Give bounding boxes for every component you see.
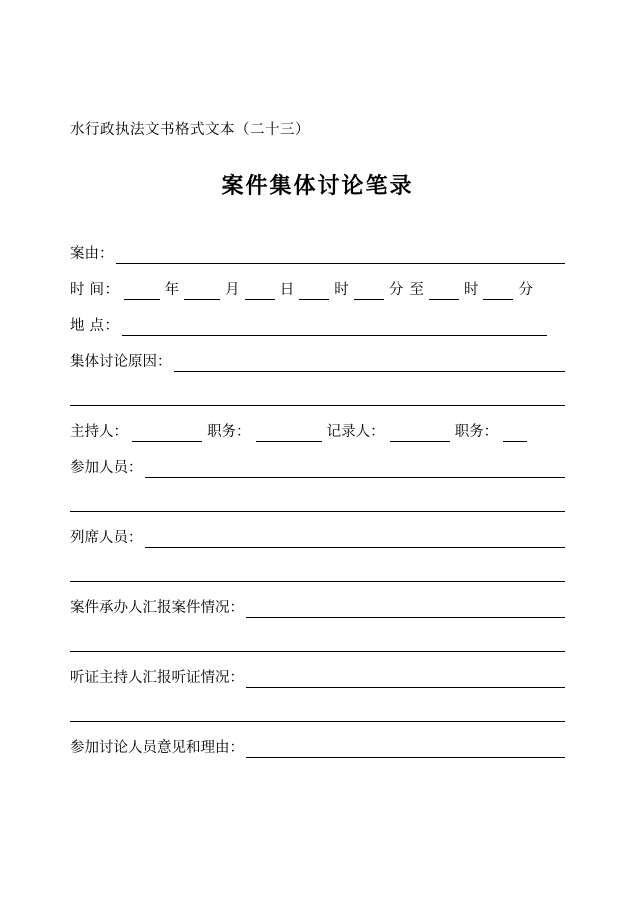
field-recorder-duty-blank[interactable]	[503, 424, 527, 442]
field-case-reason	[70, 244, 565, 264]
field-place-label: 地 点：	[70, 318, 120, 334]
field-time-year-unit: 年	[164, 282, 180, 298]
field-time	[70, 280, 565, 300]
field-discussion-reason-blank-line2[interactable]	[70, 388, 565, 406]
field-host-blank[interactable]	[132, 424, 202, 442]
field-time-hour-unit: 时	[334, 282, 349, 298]
field-time-minute-unit: 分	[388, 282, 404, 298]
field-opinions-label: 参加讨论人员意见和理由：	[70, 740, 244, 756]
field-attendees	[70, 528, 565, 548]
form-code-note: 水行政执法文书格式文本（二十三）	[70, 122, 310, 138]
field-time-minute2-blank[interactable]	[483, 282, 513, 300]
field-hearing-host-report-blank[interactable]	[246, 670, 565, 688]
field-place-blank[interactable]	[122, 318, 547, 336]
field-time-day-unit: 日	[279, 282, 295, 298]
field-attendees-label: 列席人员：	[70, 530, 143, 546]
field-case-officer-report-blank[interactable]	[246, 600, 565, 618]
field-opinions	[70, 738, 565, 758]
field-hearing-host-report	[70, 668, 565, 688]
field-time-hour-blank[interactable]	[299, 282, 329, 300]
field-case-officer-report	[70, 598, 565, 618]
field-case-officer-report-label: 案件承办人汇报案件情况：	[70, 600, 244, 616]
field-recorder-duty-label: 职务：	[454, 424, 499, 440]
field-host-duty-blank[interactable]	[256, 424, 322, 442]
field-attendees-blank-line2[interactable]	[70, 564, 565, 582]
field-hearing-host-report-label: 听证主持人汇报听证情况：	[70, 670, 244, 686]
field-time-to: 至	[409, 282, 424, 298]
document-body	[70, 118, 565, 774]
field-time-hour2-blank[interactable]	[429, 282, 459, 300]
field-discussion-reason	[70, 352, 565, 372]
field-time-year-blank[interactable]	[124, 282, 160, 300]
field-time-label: 时 间：	[70, 282, 120, 298]
field-host-recorder	[70, 422, 565, 442]
field-host-label: 主持人：	[70, 424, 128, 440]
field-time-minute-blank[interactable]	[354, 282, 384, 300]
field-participants-blank-line2[interactable]	[70, 494, 565, 512]
field-recorder-label: 记录人：	[326, 424, 385, 440]
field-time-hour2-unit: 时	[463, 282, 479, 298]
field-case-reason-blank[interactable]	[116, 246, 566, 264]
field-attendees-blank[interactable]	[145, 530, 566, 548]
field-time-minute2-unit: 分	[518, 282, 533, 298]
field-time-month-unit: 月	[225, 282, 240, 298]
field-participants-blank[interactable]	[145, 460, 566, 478]
field-case-officer-report-blank-line2[interactable]	[70, 634, 565, 652]
field-discussion-reason-blank[interactable]	[174, 354, 566, 372]
field-place	[70, 316, 565, 336]
field-host-duty-label: 职务：	[207, 424, 251, 440]
field-case-reason-label: 案由：	[70, 246, 114, 262]
field-participants-label: 参加人员：	[70, 460, 143, 476]
field-time-month-blank[interactable]	[184, 282, 220, 300]
field-hearing-host-report-blank-line2[interactable]	[70, 704, 565, 722]
field-opinions-blank[interactable]	[246, 740, 565, 758]
field-recorder-blank[interactable]	[390, 424, 450, 442]
page-title: 案件集体讨论笔录	[221, 173, 414, 198]
field-discussion-reason-label: 集体讨论原因：	[70, 354, 172, 370]
field-time-day-blank[interactable]	[245, 282, 275, 300]
field-participants	[70, 458, 565, 478]
